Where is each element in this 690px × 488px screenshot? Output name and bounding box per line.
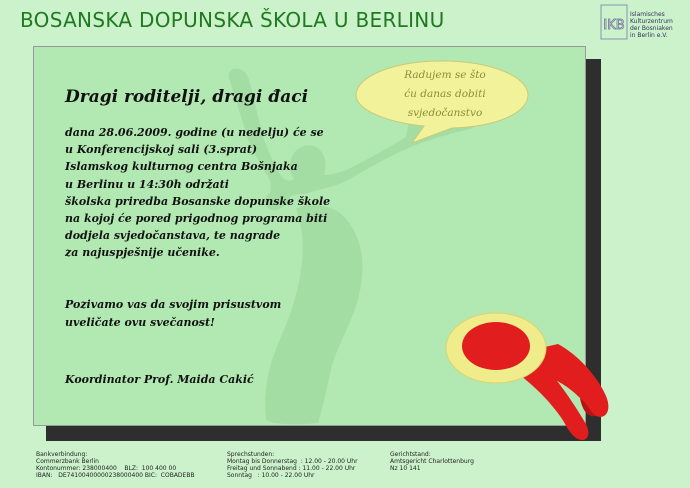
- bubble-line: svjedočanstvo: [407, 107, 483, 119]
- award-rosette-icon: [430, 300, 620, 450]
- footer-bank-details: [36, 451, 195, 479]
- footer-court: [390, 451, 474, 472]
- body-line: dodjela svjedočanstava, te nagrade: [65, 229, 281, 243]
- logo-line: in Berlin e.V.: [630, 32, 668, 39]
- ikb-logo: [600, 4, 690, 44]
- body-line: na kojoj će pored prigodnog programa biti: [65, 212, 328, 226]
- footer-line: Freitag und Sonnabend : 11.00 - 22.00 Uhr: [227, 465, 356, 472]
- body-line: Islamskog kulturnog centra Bošnjaka: [65, 160, 298, 174]
- body-line: dana 28.06.2009. godine (u nedelju) će se: [65, 126, 324, 139]
- page-title: BOSANSKA DOPUNSKA ŠKOLA U BERLINU: [20, 8, 445, 32]
- footer-line: Sonntag : 10.00 - 22.00 Uhr: [227, 472, 315, 479]
- greeting: Dragi roditelji, dragi đaci: [65, 87, 309, 107]
- footer-line: Kontonummer: 238000400 BLZ: 100 400 00: [36, 465, 177, 472]
- logo-line: der Bosniaken: [630, 25, 673, 32]
- footer-line: Nz 10 141: [390, 465, 421, 472]
- body-line: u Berlinu u 14:30h održati: [65, 177, 229, 191]
- invite-line: uveličate ovu svečanost!: [65, 316, 215, 329]
- footer-line: Commerzbank Berlin: [36, 458, 99, 465]
- footer-line: Sprechstunden:: [227, 451, 275, 458]
- invitation-closing: [65, 296, 281, 332]
- footer-line: Bankverbindung:: [36, 451, 88, 458]
- footer-line: Amtsgericht Charlottenburg: [390, 458, 474, 465]
- logo-text: [630, 11, 673, 39]
- footer-line: IBAN: DE74100400000238000400 BIC: COBADEBB: [36, 472, 195, 479]
- footer-office-hours: [227, 451, 358, 479]
- footer-line: Gerichtstand:: [390, 451, 431, 458]
- signature: Koordinator Prof. Maida Cakić: [65, 373, 254, 386]
- invite-line: Pozivamo vas da svojim prisustvom: [65, 298, 282, 311]
- body-line: za najuspješnije učenike.: [65, 246, 220, 260]
- logo-mark-text: IKB: [603, 18, 625, 33]
- invitation-body: [65, 124, 330, 262]
- body-line: u Konferencijskoj sali (3.sprat): [65, 143, 258, 157]
- bubble-line: ću danas dobiti: [404, 88, 486, 100]
- logo-line: Islamisches: [630, 11, 665, 18]
- speech-bubble-text: [370, 66, 520, 123]
- ikb-logo-mark-icon: [600, 4, 628, 40]
- body-line: školska priredba Bosanske dopunske škole: [65, 194, 331, 208]
- footer-line: Montag bis Donnerstag : 12.00 - 20.00 Uhr: [227, 458, 358, 465]
- bubble-line: Radujem se što: [404, 69, 486, 81]
- logo-line: Kulturzentrum: [630, 18, 673, 25]
